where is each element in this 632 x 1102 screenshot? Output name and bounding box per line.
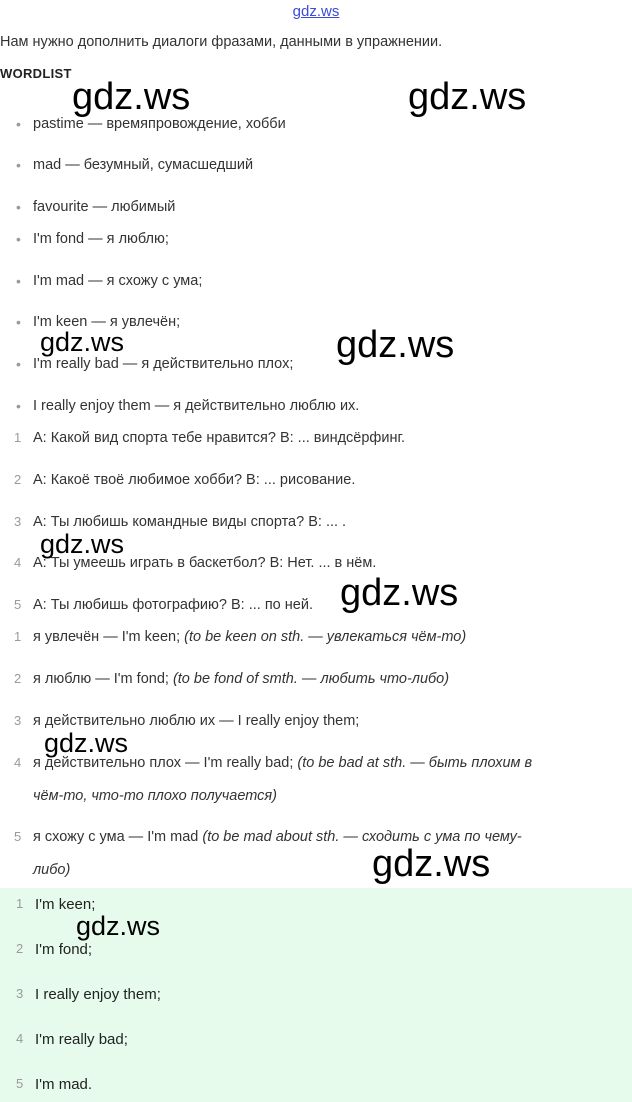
bullet-icon: • xyxy=(16,273,21,289)
bullet-icon: • xyxy=(16,314,21,330)
bullet-icon: • xyxy=(16,157,21,173)
watermark: gdz.ws xyxy=(44,728,129,758)
translation-note-continued: либо) xyxy=(33,862,71,878)
site-link[interactable]: gdz.ws xyxy=(292,3,340,20)
bullet-icon: • xyxy=(16,398,21,414)
bullet-icon: • xyxy=(16,231,21,247)
translation-note-continued: чём-то, что-то плохо получается) xyxy=(33,788,277,804)
watermark: gdz.ws xyxy=(372,843,491,885)
bullet-icon: • xyxy=(16,116,21,132)
wordlist-heading: WORDLIST xyxy=(0,66,72,81)
watermark: gdz.ws xyxy=(408,76,527,118)
watermark: gdz.ws xyxy=(340,572,459,614)
bullet-icon: • xyxy=(16,356,21,372)
watermark: gdz.ws xyxy=(40,529,125,559)
watermark: gdz.ws xyxy=(336,324,455,366)
bullet-icon: • xyxy=(16,199,21,215)
watermark: gdz.ws xyxy=(40,327,125,357)
watermark: gdz.ws xyxy=(76,911,161,941)
intro-text: Нам нужно дополнить диалоги фразами, данными в упражнении. xyxy=(0,34,443,50)
watermark: gdz.ws xyxy=(72,76,191,118)
answer-box: 1 I'm keen; 2 I'm fond; 3 I really enjoy them; 4 I'm really bad; 5 I'm mad. xyxy=(0,888,632,1102)
